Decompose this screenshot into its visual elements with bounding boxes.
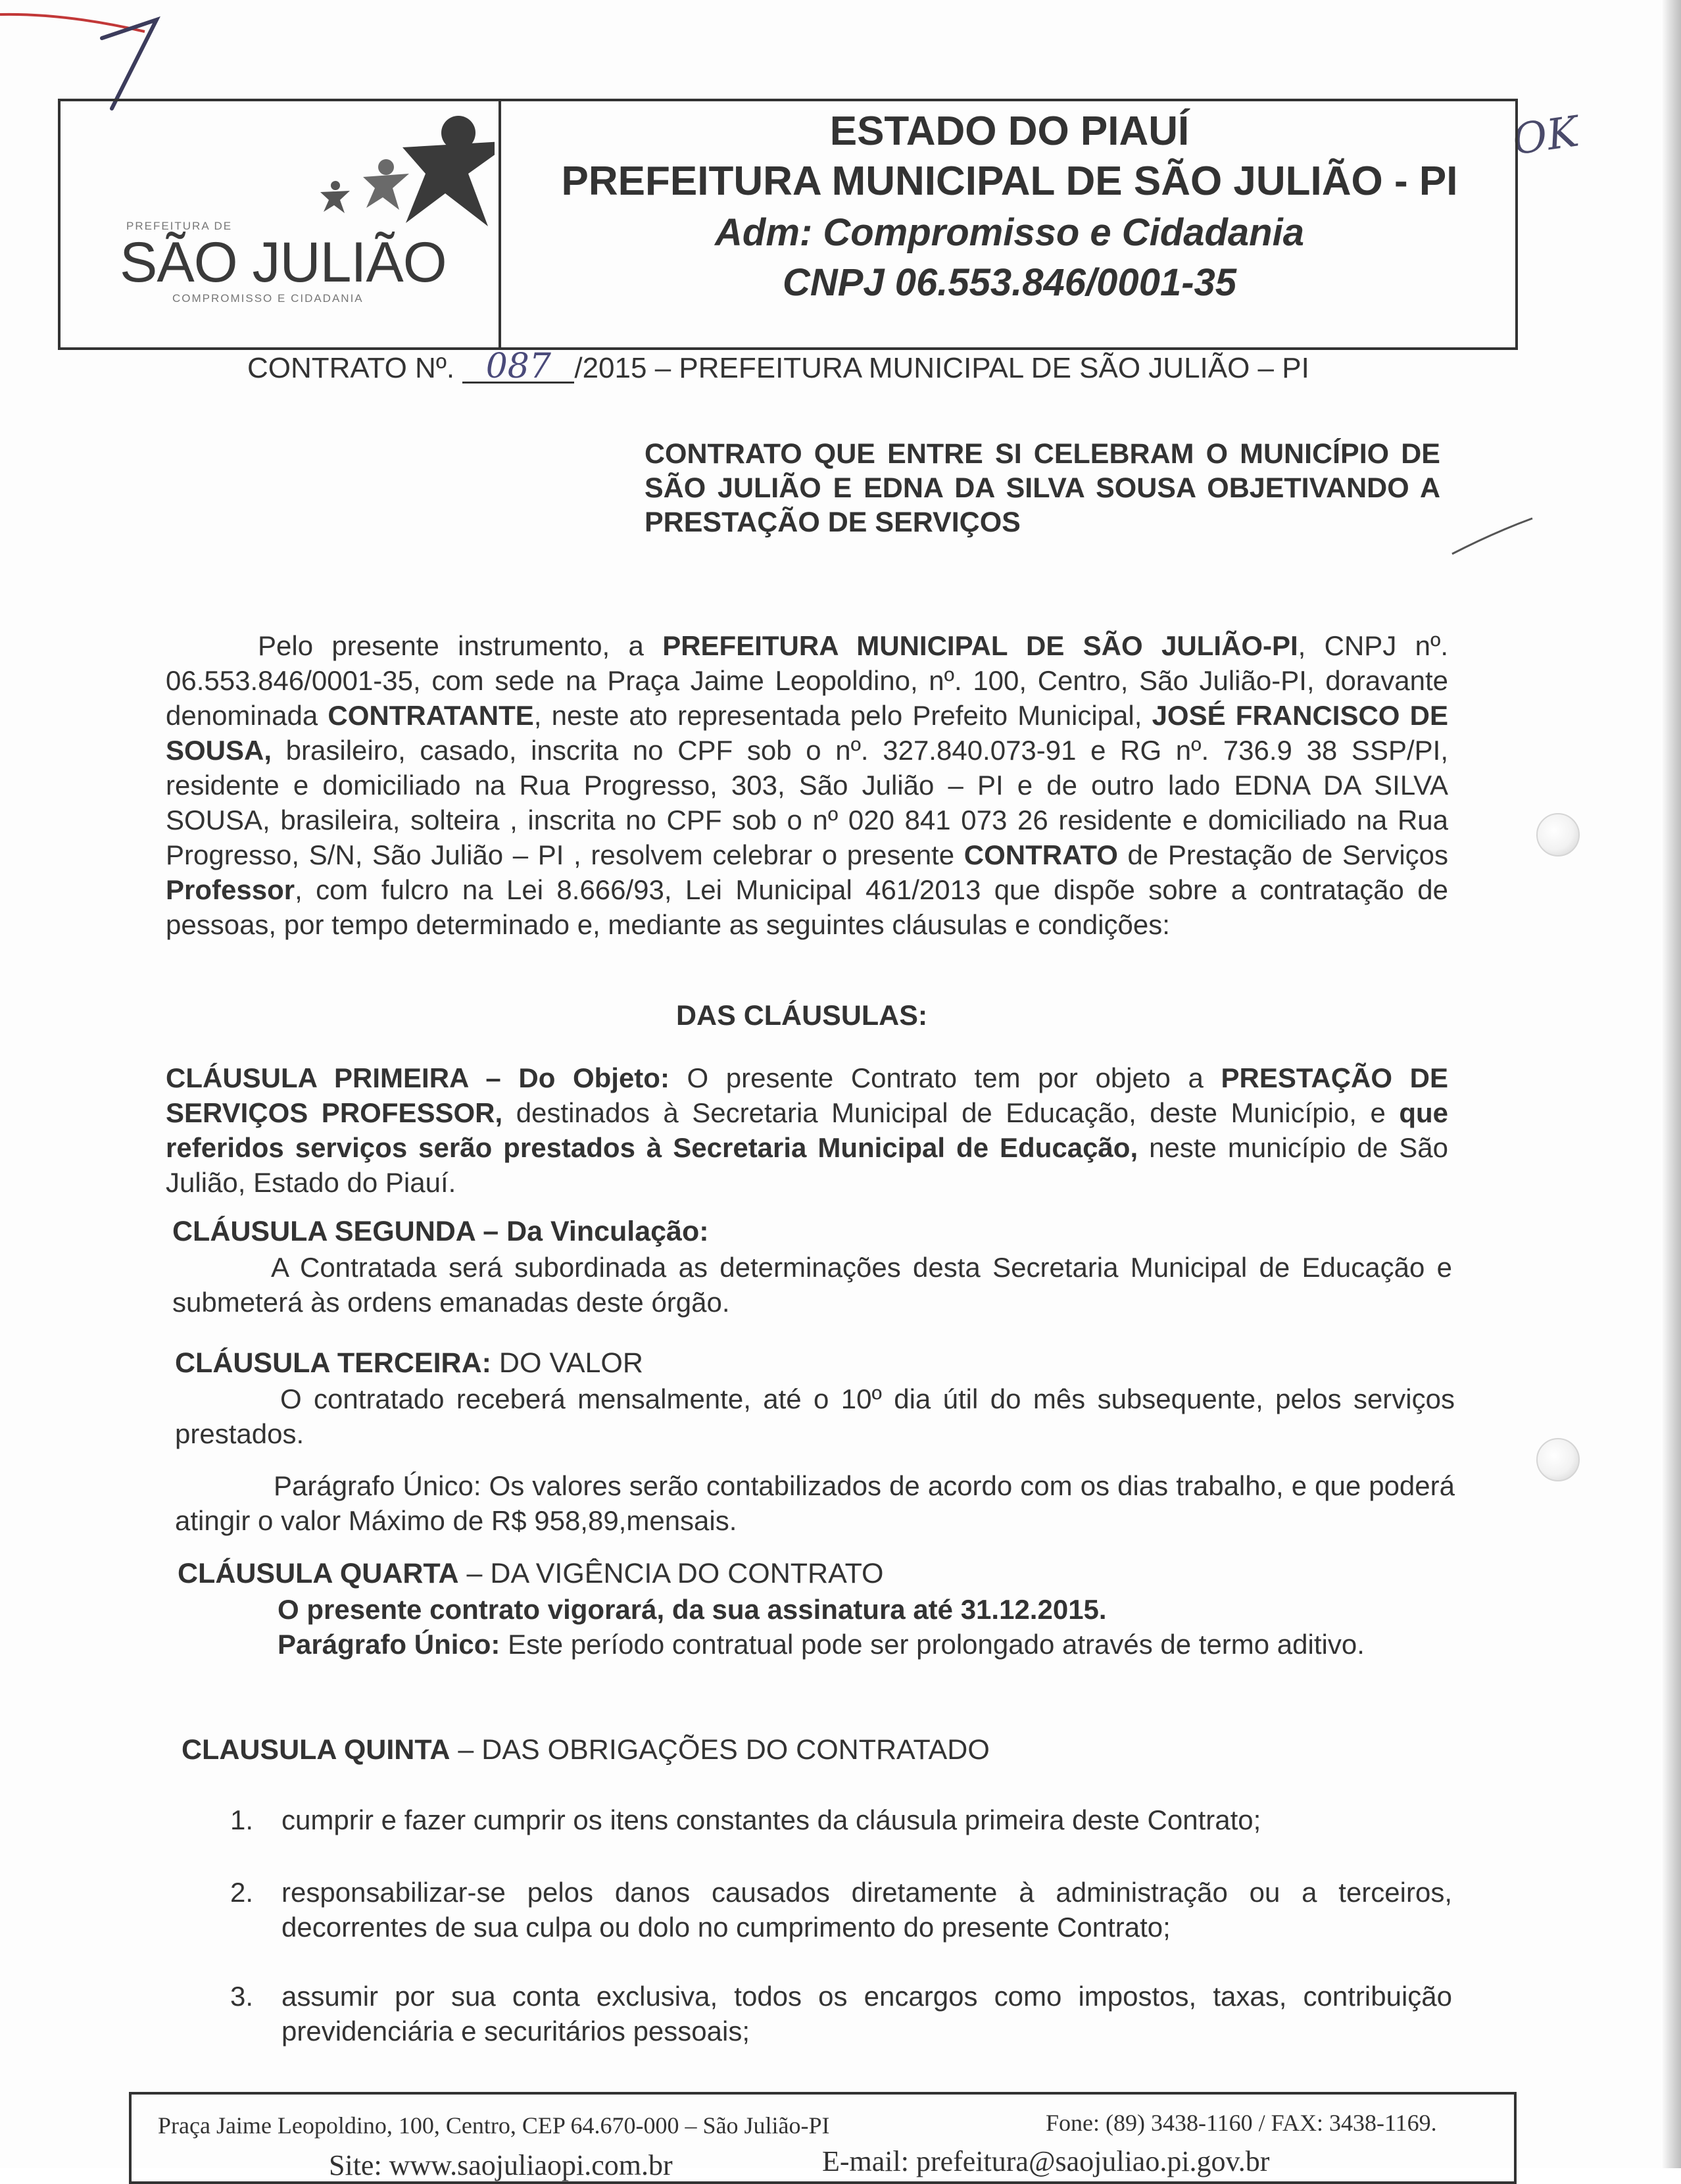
intro-text: , CNPJ nº. 06.553.846/0001-35, com sede na Praça Jaime Leopoldino, nº. 100, Centro, São Julião-PI, doravante denominada [166, 630, 1448, 731]
handwritten-check-stroke [1447, 513, 1539, 559]
cnpj: CNPJ 06.553.846/0001-35 [782, 261, 1237, 304]
clause-third-paragraph: Parágrafo Único: Os valores serão contabilizados de acordo com os dias trabalho, e que poderá atingir o valor Máximo de R$ 958,89,mensais. [175, 1470, 1455, 1536]
footer-address: Praça Jaime Leopoldino, 100, Centro, CEP 64.670-000 – São Julião-PI [158, 2112, 830, 2139]
footer-phone: Fone: (89) 3438-1160 / FAX: 3438-1169. [1046, 2110, 1437, 2136]
intro-bold-contratante: CONTRATANTE [328, 700, 534, 731]
clause-third-text: O contratado receberá mensalmente, até o 10º dia útil do mês subsequente, pelos serviços prestados. [175, 1383, 1455, 1449]
logo-small-bottom: COMPROMISSO E CIDADANIA [172, 292, 364, 305]
intro-text: brasileiro, casado, inscrita no CPF sob o nº. 327.840.073-91 e RG nº. 736.9 38 SSP/PI, residente e domiciliado na Rua Progresso, 303, São Julião – PI e de outro lado EDNA DA SILVA SOUSA, brasileira, solteira , inscrita no CPF sob o nº 020 841 073 26 residente e domiciliado na Rua Progresso, S/N, São Julião – PI , resolvem celebrar o presente [166, 735, 1448, 870]
clauses-heading: DAS CLÁUSULAS: [676, 1000, 928, 1031]
clause-third-heading [175, 1347, 643, 1379]
clause-first [166, 1060, 1448, 1200]
clause-fifth-label: CLAUSULA QUINTA [182, 1734, 451, 1766]
clause-third-subject: DO VALOR [491, 1347, 643, 1379]
clause-fourth-paragraph-text: Este período contratual pode ser prolongado através de termo aditivo. [500, 1629, 1365, 1660]
contract-number-handwritten: 087 [462, 351, 574, 384]
clause-fourth [178, 1592, 1457, 1662]
clause-fifth-heading [182, 1734, 990, 1766]
intro-bold-contrato: CONTRATO [963, 839, 1118, 870]
contract-title: CONTRATO QUE ENTRE SI CELEBRAM O MUNICÍPIO DE SÃO JULIÃO E EDNA DA SILVA SOUSA OBJETIVANDO A PRESTAÇÃO DE SERVIÇOS [645, 438, 1440, 538]
list-item-number: 1. [230, 1804, 254, 1835]
clause-text: O presente Contrato tem por objeto a [669, 1062, 1221, 1093]
intro-text: , neste ato representada pelo Prefeito Municipal, [533, 700, 1152, 731]
intro-bold-contractor: PREFEITURA MUNICIPAL DE SÃO JULIÃO-PI [662, 630, 1298, 661]
clause-fourth-paragraph [178, 1627, 1457, 1662]
administration-motto: Adm: Compromisso e Cidadania [715, 211, 1304, 254]
list-item-number: 3. [230, 1981, 254, 2012]
handwritten-ok-mark: OK [1509, 107, 1582, 165]
clause-fourth-text: O presente contrato vigorará, da sua assinatura até 31.12.2015. [278, 1594, 1107, 1625]
letterhead-footer [129, 2092, 1517, 2184]
prefecture-name: PREFEITURA MUNICIPAL DE SÃO JULIÃO - PI [561, 159, 1458, 204]
clause-fourth-subject: – DA VIGÊNCIA DO CONTRATO [458, 1558, 884, 1589]
intro-bold-professor: Professor [166, 874, 295, 905]
intro-text: , com fulcro na Lei 8.666/93, Lei Municipal 461/2013 que dispõe sobre a contratação de pessoas, por tempo determinado e, mediante as seguintes cláusulas e condições: [166, 874, 1448, 940]
letterhead-box [58, 99, 1518, 350]
footer-site: Site: www.saojuliaopi.com.br [329, 2149, 673, 2181]
clause-text: destinados à Secretaria Municipal de Educação, deste Município, e [502, 1097, 1400, 1128]
intro-paragraph [166, 628, 1448, 942]
intro-text: Pelo presente instrumento, a [258, 630, 663, 661]
clause-fourth-paragraph-label: Parágrafo Único: [278, 1629, 500, 1660]
clause-second [172, 1250, 1452, 1320]
intro-text: de Prestação de Serviços [1117, 839, 1449, 870]
clause-bold: PRESTAÇÃO DE SERVIÇOS PROFESSOR, [166, 1062, 1448, 1128]
clause-text: neste município de São Julião, Estado do Piauí. [166, 1132, 1448, 1198]
clause-bold: que referidos serviços serão prestados à Secretaria Municipal de Educação, [166, 1097, 1448, 1163]
list-item-text: cumprir e fazer cumprir os itens constantes da cláusula primeira deste Contrato; [281, 1804, 1261, 1835]
clause-second-text: A Contratada será subordinada as determinações desta Secretaria Municipal de Educação e submeterá às ordens emanadas deste órgão. [172, 1252, 1452, 1318]
list-item-text: assumir por sua conta exclusiva, todos os encargos como impostos, taxas, contribuição previdenciária e securitários pessoais; [281, 1981, 1452, 2047]
contract-number-suffix: /2015 – PREFEITURA MUNICIPAL DE SÃO JULIÃO – PI [574, 352, 1309, 384]
logo-title: SÃO JULIÃO [120, 231, 447, 294]
punch-hole-bottom [1536, 1438, 1580, 1481]
handwritten-top-mark [0, 0, 197, 112]
contract-number-prefix: CONTRATO Nº. [247, 352, 455, 384]
clause-first-label: CLÁUSULA PRIMEIRA – Do Objeto: [166, 1062, 670, 1093]
punch-hole-top [1536, 813, 1580, 856]
contract-number-line [247, 347, 1309, 386]
scan-edge [1661, 0, 1681, 2168]
logo-cell [61, 101, 501, 347]
list-item-number: 2. [230, 1877, 254, 1908]
state-name: ESTADO DO PIAUÍ [829, 109, 1190, 154]
clause-second-label: CLÁUSULA SEGUNDA – Da Vinculação: [172, 1216, 709, 1247]
star-figure-icon [61, 101, 495, 233]
letterhead-text [501, 101, 1518, 347]
clause-fourth-heading [178, 1558, 884, 1590]
clause-third [175, 1381, 1455, 1538]
footer-email: E-mail: prefeitura@saojuliao.pi.gov.br [822, 2145, 1270, 2177]
clause-fifth-subject: – DAS OBRIGAÇÕES DO CONTRATADO [450, 1734, 990, 1766]
clause-third-label: CLÁUSULA TERCEIRA: [175, 1347, 491, 1379]
clause-fourth-label: CLÁUSULA QUARTA [178, 1558, 459, 1589]
list-item-text: responsabilizar-se pelos danos causados diretamente à administração ou a terceiros, decorrentes de sua culpa ou dolo no cumprimento do presente Contrato; [281, 1877, 1452, 1943]
logo-small-top: PREFEITURA DE [126, 220, 233, 232]
intro-bold-mayor: JOSÉ FRANCISCO DE SOUSA, [166, 700, 1448, 766]
